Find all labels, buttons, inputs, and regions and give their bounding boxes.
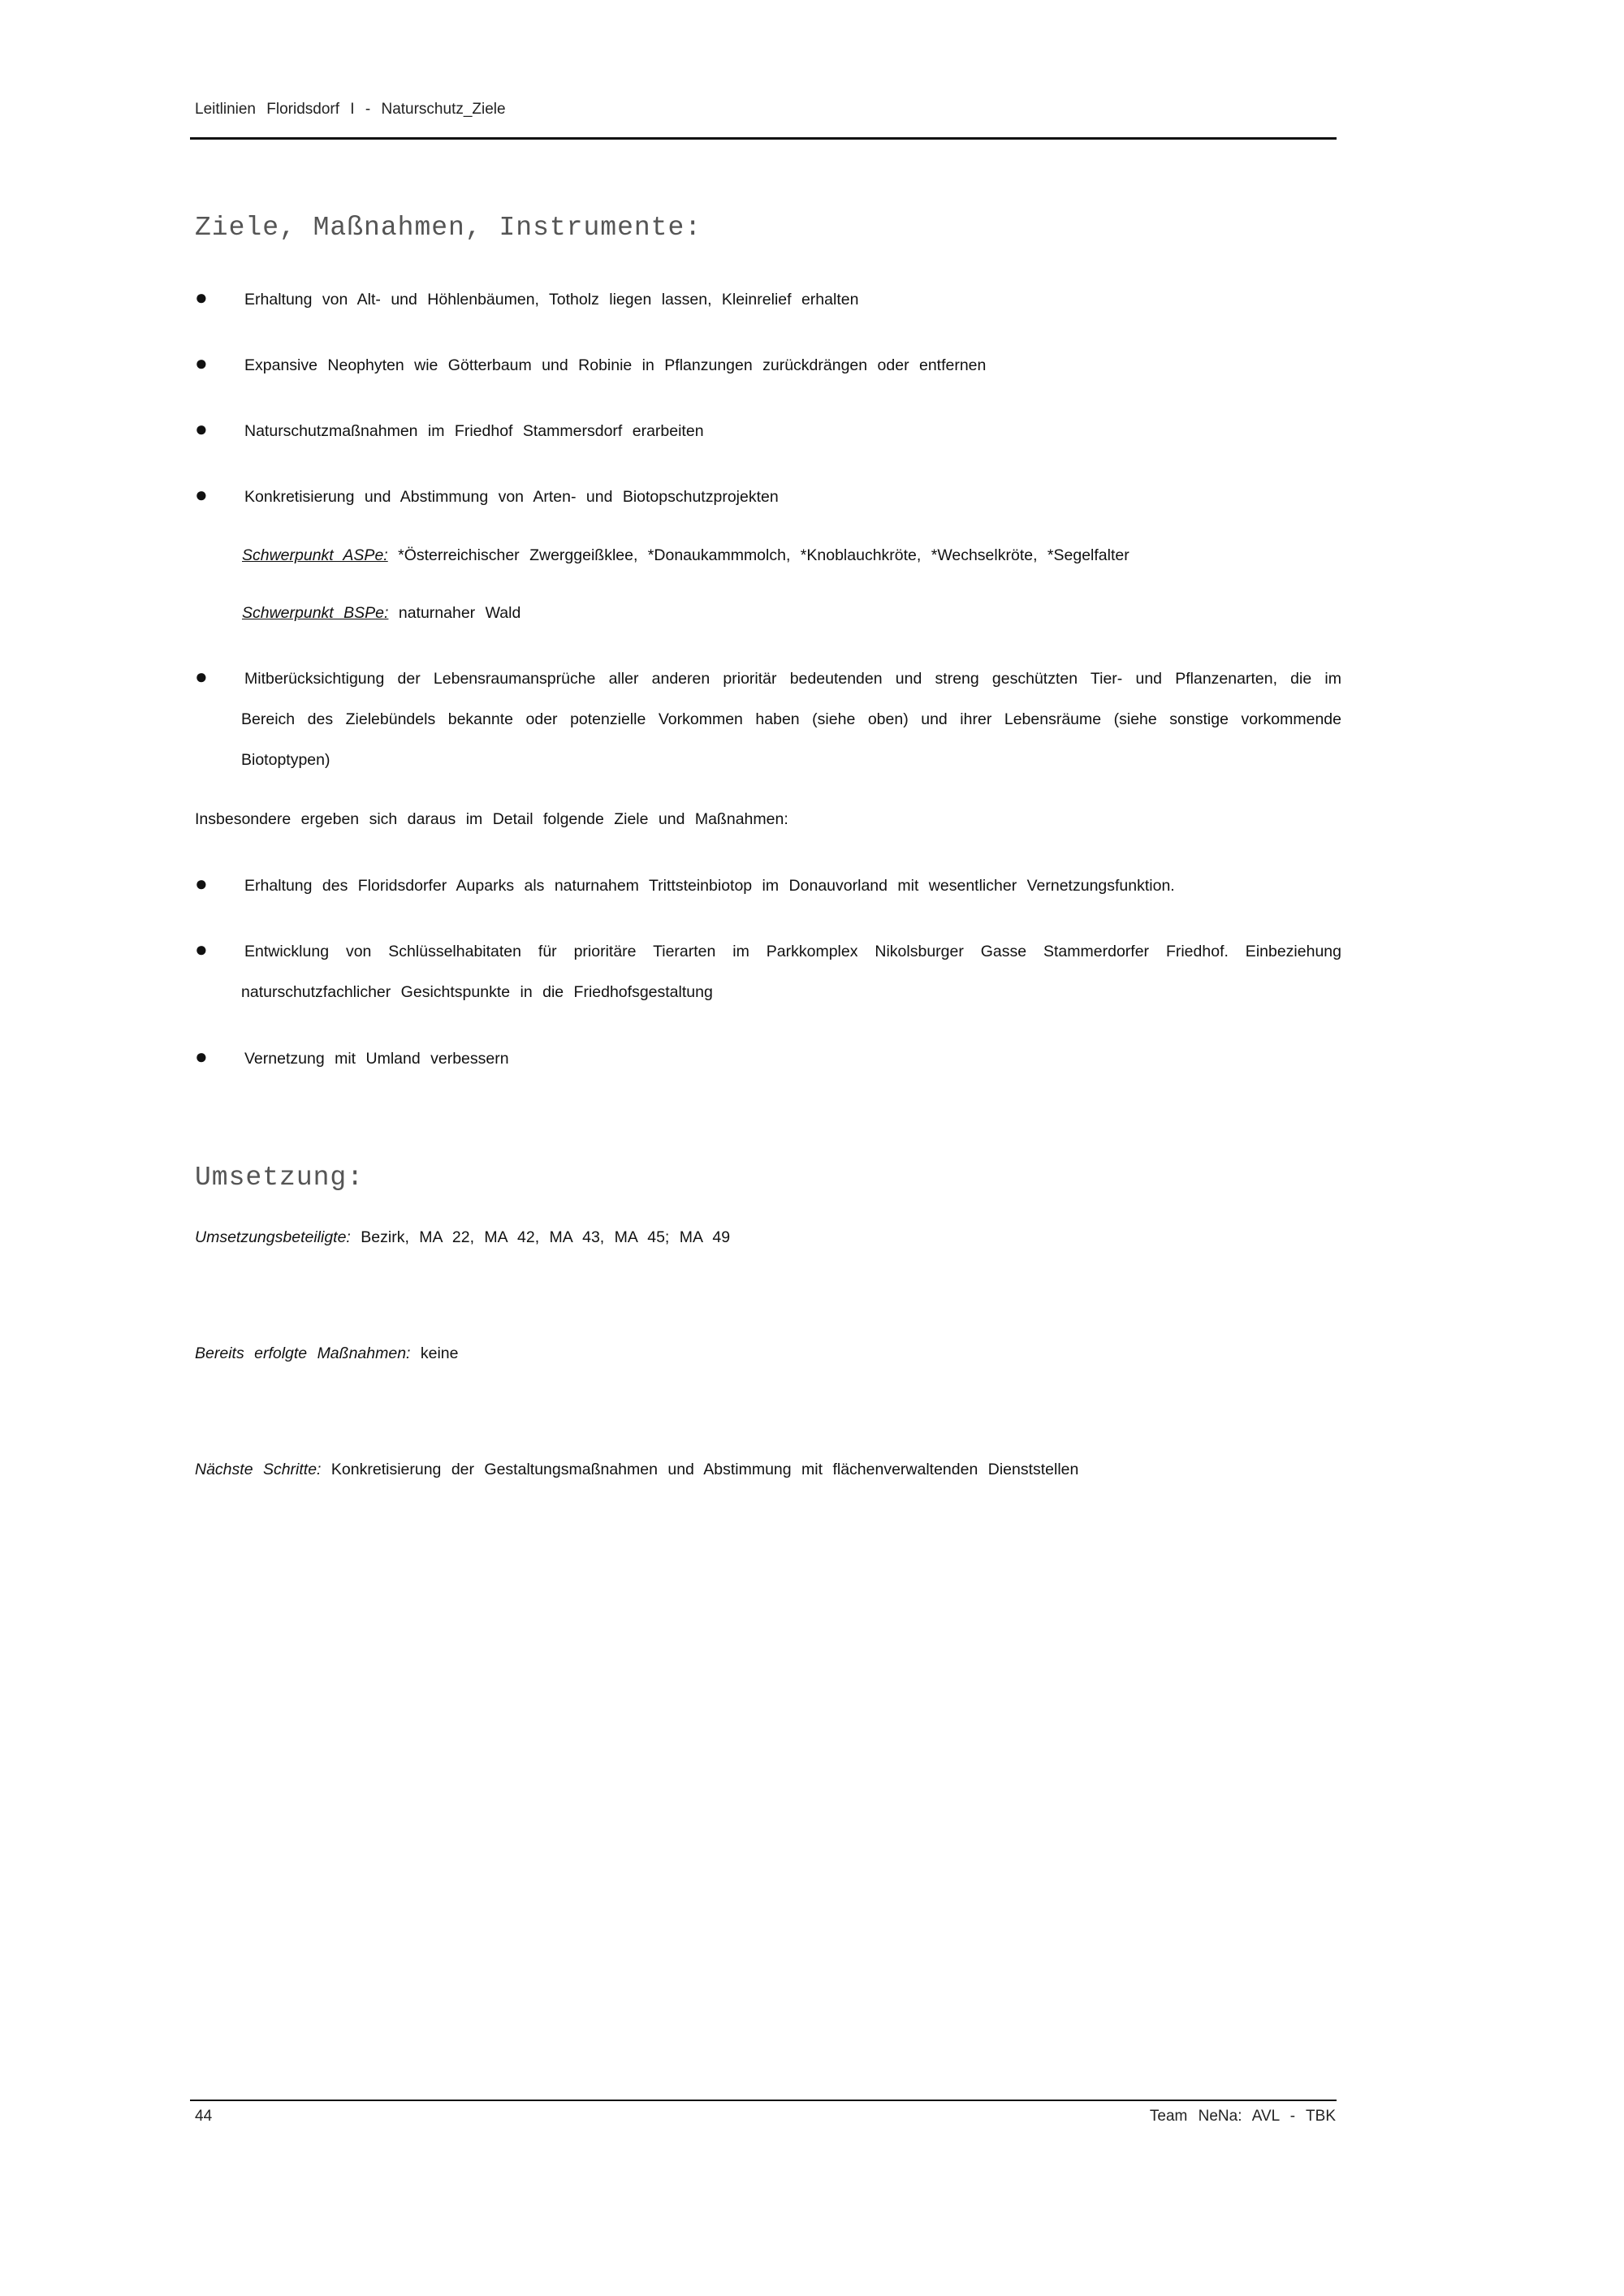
next-steps-text: Konkretisierung der Gestaltungsmaßnahmen und Abstimmung mit flächenverwaltenden Dienststellen [330, 1461, 1079, 1478]
aspe-text: *Österreichischer Zwerggeißklee, *Donaukammmolch, *Knoblauchkröte, *Wechselkröte, *Segelfalter [398, 546, 1129, 564]
completed-label: Bereits erfolgte Maßnahmen: [195, 1344, 411, 1362]
section-heading-implementation: Umsetzung: [195, 1163, 365, 1193]
bullet-dot-icon: ● [195, 285, 208, 309]
bullet-dot-icon: ● [195, 937, 208, 961]
implementation-partners [195, 1217, 730, 1258]
bullet-item: ● Erhaltung von Alt- und Höhlenbäumen, Totholz liegen lassen, Kleinrelief erhalten [195, 279, 1341, 320]
partners-label: Umsetzungsbeteiligte: [195, 1228, 351, 1246]
header-rule [190, 137, 1337, 140]
detail-intro: Insbesondere ergeben sich daraus im Detail folgende Ziele und Maßnahmen: [195, 810, 788, 828]
completed-text: keine [420, 1344, 459, 1362]
aspe-label: Schwerpunkt ASPe: [242, 546, 388, 564]
aspe-line [242, 535, 1129, 576]
next-steps-label: Nächste Schritte: [195, 1461, 322, 1478]
bspe-label: Schwerpunkt BSPe: [242, 604, 389, 622]
bullet-dot-icon: ● [195, 416, 208, 441]
partners-text: Bezirk, MA 22, MA 42, MA 43, MA 45; MA 49 [361, 1228, 731, 1246]
footer-team: Team NeNa: AVL - TBK [1149, 2108, 1336, 2125]
bullet-dot-icon: ● [195, 664, 208, 688]
next-steps [195, 1449, 1078, 1490]
completed-measures [195, 1333, 459, 1374]
bullet-item: ● Mitberücksichtigung der Lebensraumansprüche aller anderen prioritär bedeutenden und streng geschützten Tier- und Pflanzenarten, die im Bereich des Zielebündels bekannte oder potenzielle Vorkommen haben (siehe oben) und ihrer Lebensräume (siehe sonstige vorkommende Biotoptypen) [195, 658, 1341, 780]
detail-bullet-item: ● Erhaltung des Floridsdorfer Auparks als naturnahem Trittsteinbiotop im Donauvorland mit wesentlicher Vernetzungsfunktion. [195, 865, 1341, 906]
running-header: Leitlinien Floridsdorf I - Naturschutz_Ziele [195, 101, 506, 118]
bspe-text: naturnaher Wald [398, 604, 521, 622]
page-number: 44 [195, 2108, 213, 2125]
bullet-dot-icon: ● [195, 871, 208, 896]
bullet-dot-icon: ● [195, 482, 208, 507]
detail-bullet-item: ● Entwicklung von Schlüsselhabitaten für prioritäre Tierarten im Parkkomplex Nikolsburger Gasse Stammerdorfer Friedhof. Einbeziehung naturschutzfachlicher Gesichtspunkte in die Friedhofsgestaltung [195, 931, 1341, 1012]
bullet-item: ● Naturschutzmaßnahmen im Friedhof Stammersdorf erarbeiten [195, 411, 1341, 451]
bullet-item: ● Expansive Neophyten wie Götterbaum und Robinie in Pflanzungen zurückdrängen oder entfernen [195, 345, 1341, 386]
bullet-item: ● Konkretisierung und Abstimmung von Arten- und Biotopschutzprojekten [195, 477, 1341, 517]
bullet-dot-icon: ● [195, 1044, 208, 1068]
bspe-line [242, 593, 520, 633]
footer-rule [190, 2100, 1337, 2101]
bullet-dot-icon: ● [195, 351, 208, 375]
section-heading-goals: Ziele, Maßnahmen, Instrumente: [195, 213, 702, 243]
detail-bullet-item: ● Vernetzung mit Umland verbessern [195, 1038, 1341, 1079]
